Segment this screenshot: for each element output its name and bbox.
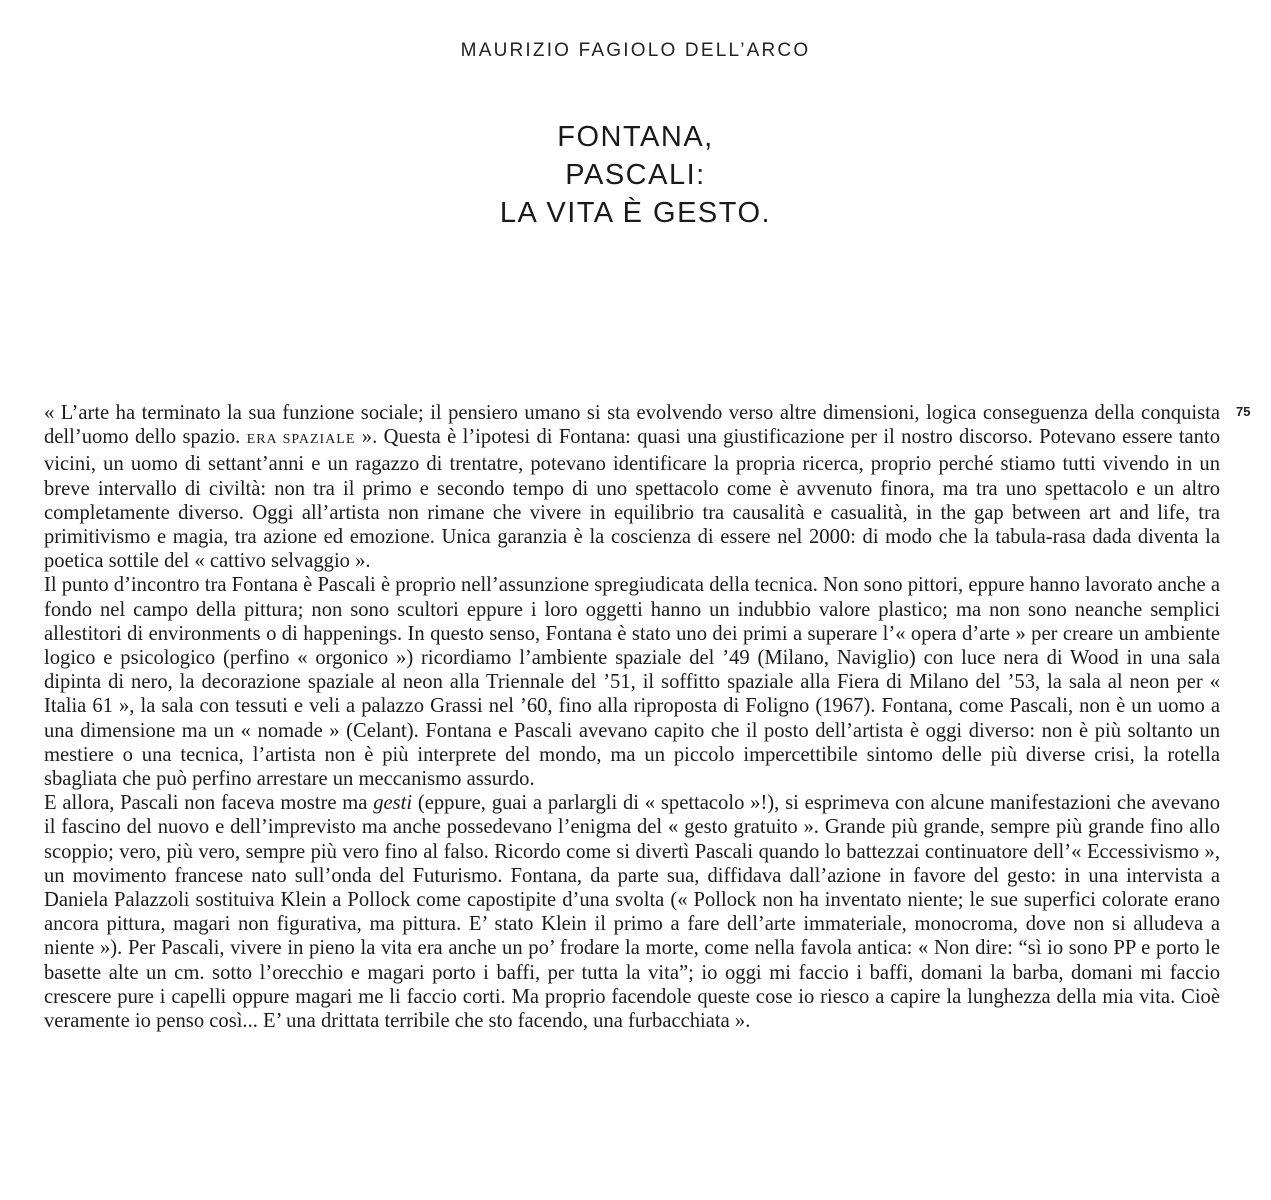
- author-header: MAURIZIO FAGIOLO DELL’ARCO: [460, 40, 811, 61]
- title-line-2: PASCALI:: [565, 159, 706, 191]
- title-line-1: FONTANA,: [557, 121, 714, 153]
- paragraph-2: Il punto d’incontro tra Fontana è Pascali è proprio nell’assunzione spregiudicata della tecnica. Non sono pittori, eppure hanno lavorato anche a fondo nel campo della pittura; non sono scultori eppure i loro oggetti hanno un indubbio valore plastico; ma non sono neanche semplici allestitori di environments o di happenings. In questo senso, Fontana è stato uno dei primi a superare l’« opera d’arte » per creare un ambiente logico e psicologico (perfino « orgonico ») ricordiamo l’ambiente spaziale del ’49 (Milano, Naviglio) con luce nera di Wood in una sala dipinta di nero, la decorazione spaziale al neon alla Triennale del ’51, il soffitto spaziale alla Fiera di Milano del ’53, la sala al neon per « Italia 61 », la sala con tessuti e veli a palazzo Grassi nel ’60, fino alla riproposta di Foligno (1967). Fontana, come Pascali, non è un uomo a una dimensione ma un « nomade » (Celant). Fontana e Pascali avevano capito che il posto dell’artista è oggi diverso: non è più soltanto un mestiere o una tecnica, l’artista non è più interprete del mondo, ma un piccolo impercettibile sintomo delle più diverse crisi, la rotella sbagliata che può perfino arrestare un meccanismo assurdo.: [44, 574, 1220, 791]
- paragraph-3: [44, 791, 1220, 1033]
- era-spaziale-smallcaps: ERA SPAZIALE: [246, 432, 356, 448]
- article-body: [44, 401, 1220, 1033]
- paragraph-3-start: E allora, Pascali non faceva mostre ma: [44, 792, 374, 815]
- paragraph-3-end: (eppure, guai a parlargli di « spettacolo »!), si esprimeva con alcune manifestazioni che avevano il fascino del nuovo e dell’imprevisto ma anche possedevano l’enigma del « gesto gratuito ». Grande più grande, sempre più grande fino allo scoppio; vero, più vero, sempre più vero fino al falso. Ricordo come si divertì Pascali quando lo battezzai continuatore dell’« Eccessivismo », un movimento francese nato sull’onda del Futurismo. Fontana, da parte sua, diffidava dall’azione in favore del gesto: in una intervista a Daniela Palazzoli sostituiva Klein a Pollock come capostipite d’una svolta (« Pollock non ha inventato niente; le sue superfici colorate erano ancora pittura, magari non figurativa, ma pittura. E’ stato Klein il primo a fare dell’arte immateriale, monocroma, dove non si alludeva a niente »). Per Pascali, vivere in pieno la vita era anche un po’ frodare la morte, come nella favola antica: « Non dire: “sì io sono PP e porto le basette alte un cm. sotto l’orecchio e magari porto i baffi, per tutta la vita”; io oggi mi faccio i baffi, domani la barba, domani mi faccio crescere pure i capelli oppure magari me li faccio corti. Ma proprio facendole queste cose io riesco a capire la lunghezza della mia vita. Cioè veramente io penso così... E’ una drittata terribile che sto facendo, una furbacchiata ».: [44, 792, 1220, 1033]
- gesti-italic: gesti: [373, 792, 413, 815]
- paragraph-1-start: « L’arte ha terminato la sua funzione sociale; il pensiero umano si sta evolvendo verso altre dimensioni, logica conseguenza della conquista dell’uomo dello spazio.: [44, 402, 1220, 449]
- title-line-3: LA VITA È GESTO.: [499, 197, 772, 229]
- article-title: [0, 118, 1271, 232]
- page-number: 75: [1236, 404, 1251, 419]
- paragraph-1-end: ». Questa è l’ipotesi di Fontana: quasi una giustificazione per il nostro discorso. Potevano essere tanto vicini, un uomo di settant’anni e un ragazzo di trentatre, potevano identificare la propria ricerca, proprio perché stiamo tutti vivendo in un breve intervallo di civiltà: non tra il primo e secondo tempo di uno spettacolo come è avvenuto finora, ma tra uno spettacolo e un altro completamente diverso. Oggi all’artista non rimane che vivere in equilibrio tra causalità e casualità, in the gap between art and life, tra primitivismo e magia, tra azione ed emozione. Unica garanzia è la coscienza di essere nel 2000: di modo che la tabula-rasa dada diventa la poetica sottile del « cattivo selvaggio ».: [44, 426, 1220, 573]
- paragraph-1: [44, 401, 1220, 573]
